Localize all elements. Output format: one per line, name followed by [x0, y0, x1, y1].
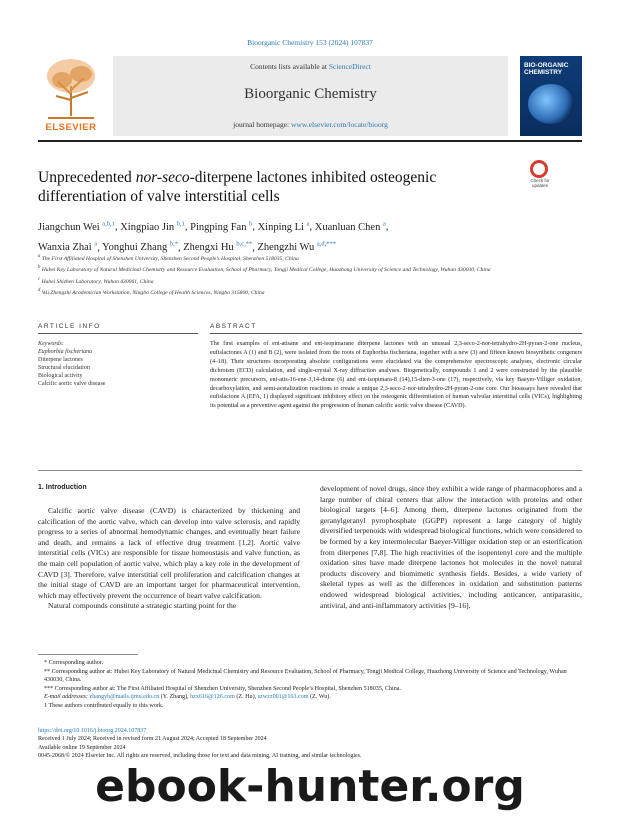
- masthead-divider: [38, 140, 582, 142]
- body-column-left: [38, 506, 300, 612]
- cover-artwork: [528, 84, 574, 124]
- author[interactable]: Pingping Fan $^b$: [190, 220, 253, 233]
- masthead-info-box: [113, 56, 508, 136]
- affiliation-item: $^d$ Wu Zhengzhi Academician Workstation, Ningbo College of Health Sciences, Ningbo 315800, China: [38, 288, 265, 296]
- journal-cover-thumbnail: [520, 56, 582, 136]
- paragraph: Calcific aortic valve disease (CAVD) is characterized by thickening and calcification of the aortic valve, which can develop into valve sclerosis, and rapidly progress to a series of abnormal hemodynamic changes, and eventually heart failure and death, and remains a lack of effective drug treatment [1,2]. Aortic valve interstitial cells (VICs) are responsible for tissue homeostasis and valve function, as the main cell population of aortic valve, which play a key role in the development of CAVD [3]. Therefore, valve interstitial cell proliferation and calcification changes at the initial stage of CAVD are an important target for pharmaceutical intervention, which may effectively prevent the occurrence of heart valve calcification.: [38, 506, 300, 600]
- elsevier-wordmark: ELSEVIER: [45, 122, 97, 133]
- affiliation-item: $^c$ Hubei Shizhen Laboratory, Wuhan 430061, China: [38, 276, 154, 285]
- author[interactable]: Xuanluan Chen $^a$: [314, 220, 386, 233]
- journal-citation[interactable]: Bioorganic Chemistry 153 (2024) 107837: [247, 38, 373, 47]
- contents-line: Contents lists available at ScienceDirect: [250, 62, 371, 71]
- received-dates: Received 1 July 2024; Received in revised form 21 August 2024; Accepted 18 September 2024: [38, 736, 267, 743]
- author[interactable]: Jiangchun Wei $^{a,b,1}$: [38, 220, 115, 233]
- affiliation-item: $^a$ The First Affiliated Hospital of Shenzhen University, Shenzhen Second People’s Hospital, Shenzhen 518035, China: [38, 254, 299, 262]
- author[interactable]: Zhengzhi Wu $^{a,d,***}$: [257, 240, 337, 253]
- author[interactable]: Xinping Li $^a$: [257, 220, 310, 233]
- keyword: Calcific aortic valve disease: [38, 381, 106, 387]
- introduction-heading: 1. Introduction: [38, 484, 87, 491]
- email-link[interactable]: szwzz001@163.com: [257, 694, 309, 701]
- journal-homepage-link[interactable]: www.elsevier.com/locate/bioorg: [291, 120, 388, 129]
- article-info-heading: ARTICLE INFO: [38, 323, 101, 330]
- keyword: Euphorbia fischeriana: [38, 349, 93, 355]
- body-column-right: development of novel drugs, since they exhibit a wide range of pharmacophores and a large number of chiral centers that allow the interaction with proteins and other biological targets [4–6]. Among them, diterpene lactones originated from the geranylgeranyl pyrophosphate (GGPP) represent a large category of highly diversified terpenoids with widespread biological functions, which were considered to be formed by a key intermolecular Baeyer-Villiger oxidation step or an esterification from diterpenes [7,8]. The high reactivities of the isopentenyl core and the multiple oxidation sites have made diterpene lactones hot molecules in the novel natural products discovery and biomimetic synthesis fields. Besides, a wide variety of skeletal types as well as the differences in oxidation and substitution patterns endowed widespread biological activities, including anticancer, antiparasitic, antiviral, and anti-inflammatory activities [9–16].: [320, 484, 582, 610]
- article-title: Unprecedented nor-seco-diterpene lactones inhibited osteogenic differentiation of valve interstitial cells: [38, 169, 437, 205]
- cover-title: BIO-ORGANIC CHEMISTRY: [524, 62, 569, 76]
- email-footnote: E-mail addresses: zhangyh@mails.tjmu.edu.cn (Y. Zhang), hzx616@126.com (Z. Hu), szwzz001@163.com (Z. Wu).: [44, 694, 331, 701]
- keywords-label: Keywords:: [38, 341, 64, 347]
- paragraph: Natural compounds constitute a strategic starting point for the: [48, 601, 237, 611]
- email-link[interactable]: zhangyh@mails.tjmu.edu.cn: [89, 694, 160, 701]
- available-online: Available online 19 September 2024: [38, 744, 126, 751]
- footnotes: [38, 659, 582, 711]
- homepage-line: journal homepage: www.elsevier.com/locate/bioorg: [233, 120, 388, 129]
- footnote: * Corresponding author.: [44, 660, 104, 666]
- abstract-divider: [210, 333, 582, 334]
- affiliation-item: $^b$ Hubei Key Laboratory of Natural Medicinal Chemistry and Resource Evaluation, School of Pharmacy, Tongji Medical College, Huazhong University of Science and Technology, Wuhan 430030, China: [38, 265, 491, 274]
- journal-masthead: [38, 56, 582, 136]
- author[interactable]: Zhengxi Hu $^{b,c,**}$: [183, 240, 253, 253]
- author-list: Jiangchun Wei $^{a,b,1}$, Xingpiao Jin $^{b,1}$, Pingping Fan $^b$, Xinping Li $^a$, Xuanluan Chen $^a$, Wanxia Zhai $^a$, Yonghui Zhang $^{b,*}$, Zhengxi Hu $^{b,c,**}$, Zhengzhi Wu $^{a,d,***}$: [38, 220, 389, 253]
- author[interactable]: Xingpiao Jin $^{b,1}$: [120, 220, 185, 233]
- footnote: ** Corresponding author at: Hubei Key Laboratory of Natural Medicinal Chemistry and Resource Evaluation, School of Pharmacy, Tongji Medical College, Huazhong University of Science and Technology, Wuhan 430030, China.: [44, 668, 567, 684]
- copyright: 0045-2068/© 2024 Elsevier Inc. All rights are reserved, including those for text and data mining, AI training, and similar technologies.: [38, 753, 362, 760]
- check-for-updates-badge[interactable]: Check for updates: [522, 160, 558, 186]
- author[interactable]: Wanxia Zhai $^a$: [38, 240, 98, 253]
- keyword: Diterpene lactones: [38, 357, 83, 363]
- author[interactable]: Yonghui Zhang $^{b,*}$: [102, 240, 178, 253]
- keyword: Structural elucidation: [38, 365, 90, 371]
- abstract-text: The first examples of ent-atisane and ent-isopimarane diterpene lactones with an unusual 2,3-seco-2-nor-tetrahydro-2H-pyran-2-one nucleus, eufislactones A (1) and B (2), were isolated from the roots of Euphorbia fischeriana, together with a new (3) and fifteen known biosynthetic congeners (4–18). Their structures incorporating absolute configurations were elucidated via the comprehensive spectroscopic analyses, electronic circular dichroism (ECD) calculation, and single-crystal X-ray diffraction analyses. Biogenetically, compounds 1 and 2 were constructed by the plausible monomeric precursors, ent-atis-16-ene-3,14-dione (6) and ent-isopimara-8 (14),15-dien-3-one (17), respectively, via key Baeyer-Villiger oxidation, decarboxylation, and semi-acetalization reactions to create a unique 2,3-seco-2-nor-tetrahydro-2H-pyran-2-one core. Our bioassays have revealed that eufislactone A (EFA, 1) displayed significant inhibitory effect on the osteogenic differentiation of human valvular interstitial cells (VICs), highlighting its potential as a preventive agent against the progression of human calcific aortic valve disease (CAVD).: [210, 341, 582, 410]
- keyword: Biological activity: [38, 373, 83, 379]
- doi-link[interactable]: https://doi.org/10.1016/j.bioorg.2024.107837: [38, 728, 147, 734]
- elsevier-logo: [38, 56, 104, 136]
- watermark: ebook-hunter.org: [95, 761, 525, 812]
- abstract-heading: ABSTRACT: [210, 323, 257, 330]
- footnote: 1 These authors contributed equally to this work.: [44, 702, 164, 709]
- keywords-block: [38, 340, 198, 388]
- email-link[interactable]: hzx616@126.com: [190, 694, 235, 701]
- sciencedirect-link[interactable]: ScienceDirect: [328, 62, 371, 71]
- journal-title: Bioorganic Chemistry: [244, 86, 377, 102]
- publication-info: [38, 727, 582, 761]
- affiliations: [38, 253, 558, 298]
- update-icon: [530, 160, 548, 178]
- article-info-divider: [38, 333, 198, 334]
- footnote-divider: [38, 654, 138, 655]
- section-divider: [38, 470, 582, 471]
- footnote: *** Corresponding author at: The First Affiliated Hospital of Shenzhen University, Shenzhen Second People’s Hospital, Shenzhen 518035, China.: [44, 685, 401, 692]
